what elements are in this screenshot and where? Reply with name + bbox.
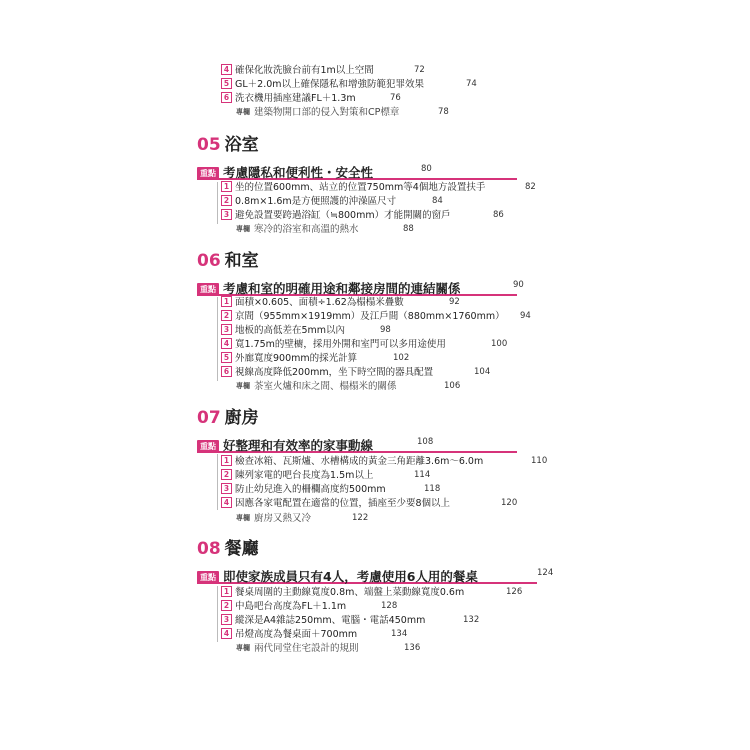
- toc-item: [221, 181, 536, 194]
- toc-item: [221, 366, 491, 379]
- column-text: 茶室火爐和床之間、榻榻米的關係: [254, 381, 397, 392]
- section-heading: [197, 250, 259, 272]
- page-number: 72: [414, 65, 425, 75]
- column-note: [236, 223, 414, 236]
- item-bracket: [217, 586, 218, 642]
- page-number: 136: [404, 643, 421, 653]
- key-badge: 重點: [197, 440, 219, 453]
- page-number: 76: [390, 93, 401, 103]
- item-bracket: [217, 297, 218, 381]
- column-text: 寒冷的浴室和高溫的熱水: [254, 224, 359, 235]
- item-number: 4: [221, 628, 232, 639]
- item-number: 1: [221, 455, 232, 466]
- column-tag: 專欄: [236, 514, 250, 522]
- key-badge: 重點: [197, 283, 219, 296]
- page-number: 122: [352, 513, 369, 523]
- toc-item: [221, 483, 441, 496]
- page-number: 120: [501, 498, 518, 508]
- column-tag: 專欄: [236, 644, 250, 652]
- page-number: 110: [531, 456, 548, 466]
- item-text: 餐桌周圍的主動線寬度0.8m、端盤上菜動線寬度0.6m: [235, 587, 465, 598]
- item-text: 地板的高低差在5mm以內: [235, 325, 346, 336]
- item-text: 坐的位置600mm、站立的位置750mm等4個地方設置扶手: [235, 182, 486, 193]
- column-tag: 專欄: [236, 382, 250, 390]
- item-number: 6: [221, 92, 232, 103]
- key-point: [197, 566, 554, 584]
- toc-item: [221, 352, 410, 365]
- item-number: 3: [221, 209, 232, 220]
- section-title: 和室: [224, 251, 259, 271]
- page-number: 114: [414, 470, 431, 480]
- column-note: [236, 106, 466, 119]
- page-number: 88: [403, 224, 414, 234]
- column-text: 建築物開口部的侵入對策和CP標章: [254, 107, 400, 118]
- page-number: 84: [432, 196, 443, 206]
- section-title: 餐廳: [224, 539, 259, 559]
- column-text: 廚房又熱又冷: [254, 513, 312, 524]
- item-number: 1: [221, 296, 232, 307]
- key-point: [197, 435, 517, 453]
- item-number: 3: [221, 324, 232, 335]
- item-text: 陳列家電的吧台長度為1.5m以上: [235, 470, 374, 481]
- item-text: 因應各家電配置在適當的位置，插座至少要8個以上: [235, 498, 451, 509]
- page-number: 78: [438, 107, 449, 117]
- column-tag: 專欄: [236, 225, 250, 233]
- page-number: 86: [493, 210, 504, 220]
- toc-item: [221, 455, 548, 468]
- section-heading: [197, 407, 259, 429]
- key-badge: 重點: [197, 571, 219, 584]
- section-heading: [197, 538, 259, 560]
- item-bracket: [217, 182, 218, 224]
- item-number: 2: [221, 195, 232, 206]
- item-text: 寬1.75m的壁櫥，採用外開和室門可以多用途使用: [235, 339, 446, 350]
- toc-item: [221, 628, 408, 641]
- item-bracket: [217, 454, 218, 510]
- item-text: 防止幼兒進入的柵欄高度約500mm: [235, 484, 386, 495]
- key-badge: 重點: [197, 167, 219, 180]
- page-number: 108: [417, 437, 434, 447]
- page-number: 80: [421, 164, 432, 174]
- item-text: 0.8m×1.6m是方便照護的沖澡區尺寸: [235, 196, 397, 207]
- toc-item: [221, 469, 431, 482]
- toc-item: [221, 614, 480, 627]
- toc-item: [221, 78, 481, 91]
- item-text: 縱深是A4雜誌250mm、電腦・電話450mm: [235, 615, 426, 626]
- section-number: 07: [197, 408, 221, 428]
- column-note: [236, 380, 461, 393]
- item-number: 2: [221, 310, 232, 321]
- key-title: 考慮和室的明確用途和鄰接房間的連結關係: [223, 281, 461, 296]
- key-title: 考慮隱私和便利性・安全性: [223, 165, 374, 180]
- item-number: 4: [221, 64, 232, 75]
- page-number: 94: [520, 311, 531, 321]
- toc-item: [221, 296, 460, 309]
- item-number: 6: [221, 366, 232, 377]
- item-text: 避免設置要跨過浴缸（≒800mm）才能開關的窗戶: [235, 210, 451, 221]
- key-title: 即使家族成員只有4人，考慮使用6人用的餐桌: [223, 569, 478, 584]
- page-number: 102: [393, 353, 410, 363]
- item-number: 5: [221, 78, 232, 89]
- item-text: 洗衣機用插座建議FL＋1.3m: [235, 93, 356, 104]
- column-text: 兩代同堂住宅設計的規則: [254, 643, 359, 654]
- page-number: 98: [380, 325, 391, 335]
- item-text: 面積×0.605、面積÷1.62為榻榻米疊數: [235, 297, 404, 308]
- page-number: 104: [474, 367, 491, 377]
- toc-item: [221, 64, 425, 77]
- page-number: 118: [424, 484, 441, 494]
- item-text: 確保化妝洗臉台前有1m以上空間: [235, 65, 374, 76]
- section-title: 浴室: [224, 135, 259, 155]
- column-note: [236, 512, 369, 525]
- item-text: 京間（955mm×1919mm）及江戶間（880mm×1760mm）: [235, 311, 505, 322]
- item-text: 視線高度降低200mm，坐下時空間的器具配置: [235, 367, 434, 378]
- item-number: 2: [221, 469, 232, 480]
- toc-item: [221, 600, 398, 613]
- item-number: 2: [221, 600, 232, 611]
- toc-item: [221, 497, 518, 510]
- toc-item: [221, 209, 504, 222]
- item-text: 中島吧台高度為FL＋1.1m: [235, 601, 347, 612]
- key-title: 好整理和有效率的家事動線: [223, 438, 374, 453]
- toc-item: [221, 324, 391, 337]
- page-number: 126: [506, 587, 523, 597]
- page-number: 92: [449, 297, 460, 307]
- page-number: 74: [466, 79, 477, 89]
- toc-item: [221, 338, 508, 351]
- item-text: 檢查冰箱、瓦斯爐、水槽構成的黃金三角距離3.6m～6.0m: [235, 456, 484, 467]
- column-tag: 專欄: [236, 108, 250, 116]
- section-number: 08: [197, 539, 221, 559]
- toc-item: [221, 586, 523, 599]
- item-number: 3: [221, 614, 232, 625]
- page-number: 128: [381, 601, 398, 611]
- page-number: 106: [444, 381, 461, 391]
- key-point: [197, 162, 517, 180]
- item-number: 5: [221, 352, 232, 363]
- key-point: [197, 278, 524, 296]
- toc-item: [221, 92, 421, 105]
- column-note: [236, 642, 421, 655]
- item-text: 吊燈高度為餐桌面＋700mm: [235, 629, 358, 640]
- section-number: 05: [197, 135, 221, 155]
- item-number: 1: [221, 586, 232, 597]
- item-text: 外廊寬度900mm的採光計算: [235, 353, 358, 364]
- page-number: 100: [491, 339, 508, 349]
- toc-item: [221, 195, 443, 208]
- page-number: 132: [463, 615, 480, 625]
- item-number: 4: [221, 338, 232, 349]
- page-number: 124: [537, 568, 554, 578]
- page-number: 90: [513, 280, 524, 290]
- section-heading: [197, 134, 259, 156]
- section-number: 06: [197, 251, 221, 271]
- item-number: 4: [221, 497, 232, 508]
- item-number: 1: [221, 181, 232, 192]
- item-number: 3: [221, 483, 232, 494]
- section-title: 廚房: [224, 408, 259, 428]
- page-number: 82: [525, 182, 536, 192]
- page-number: 134: [391, 629, 408, 639]
- toc-item: [221, 310, 531, 323]
- item-text: GL＋2.0m以上確保隱私和增強防範犯罪效果: [235, 79, 425, 90]
